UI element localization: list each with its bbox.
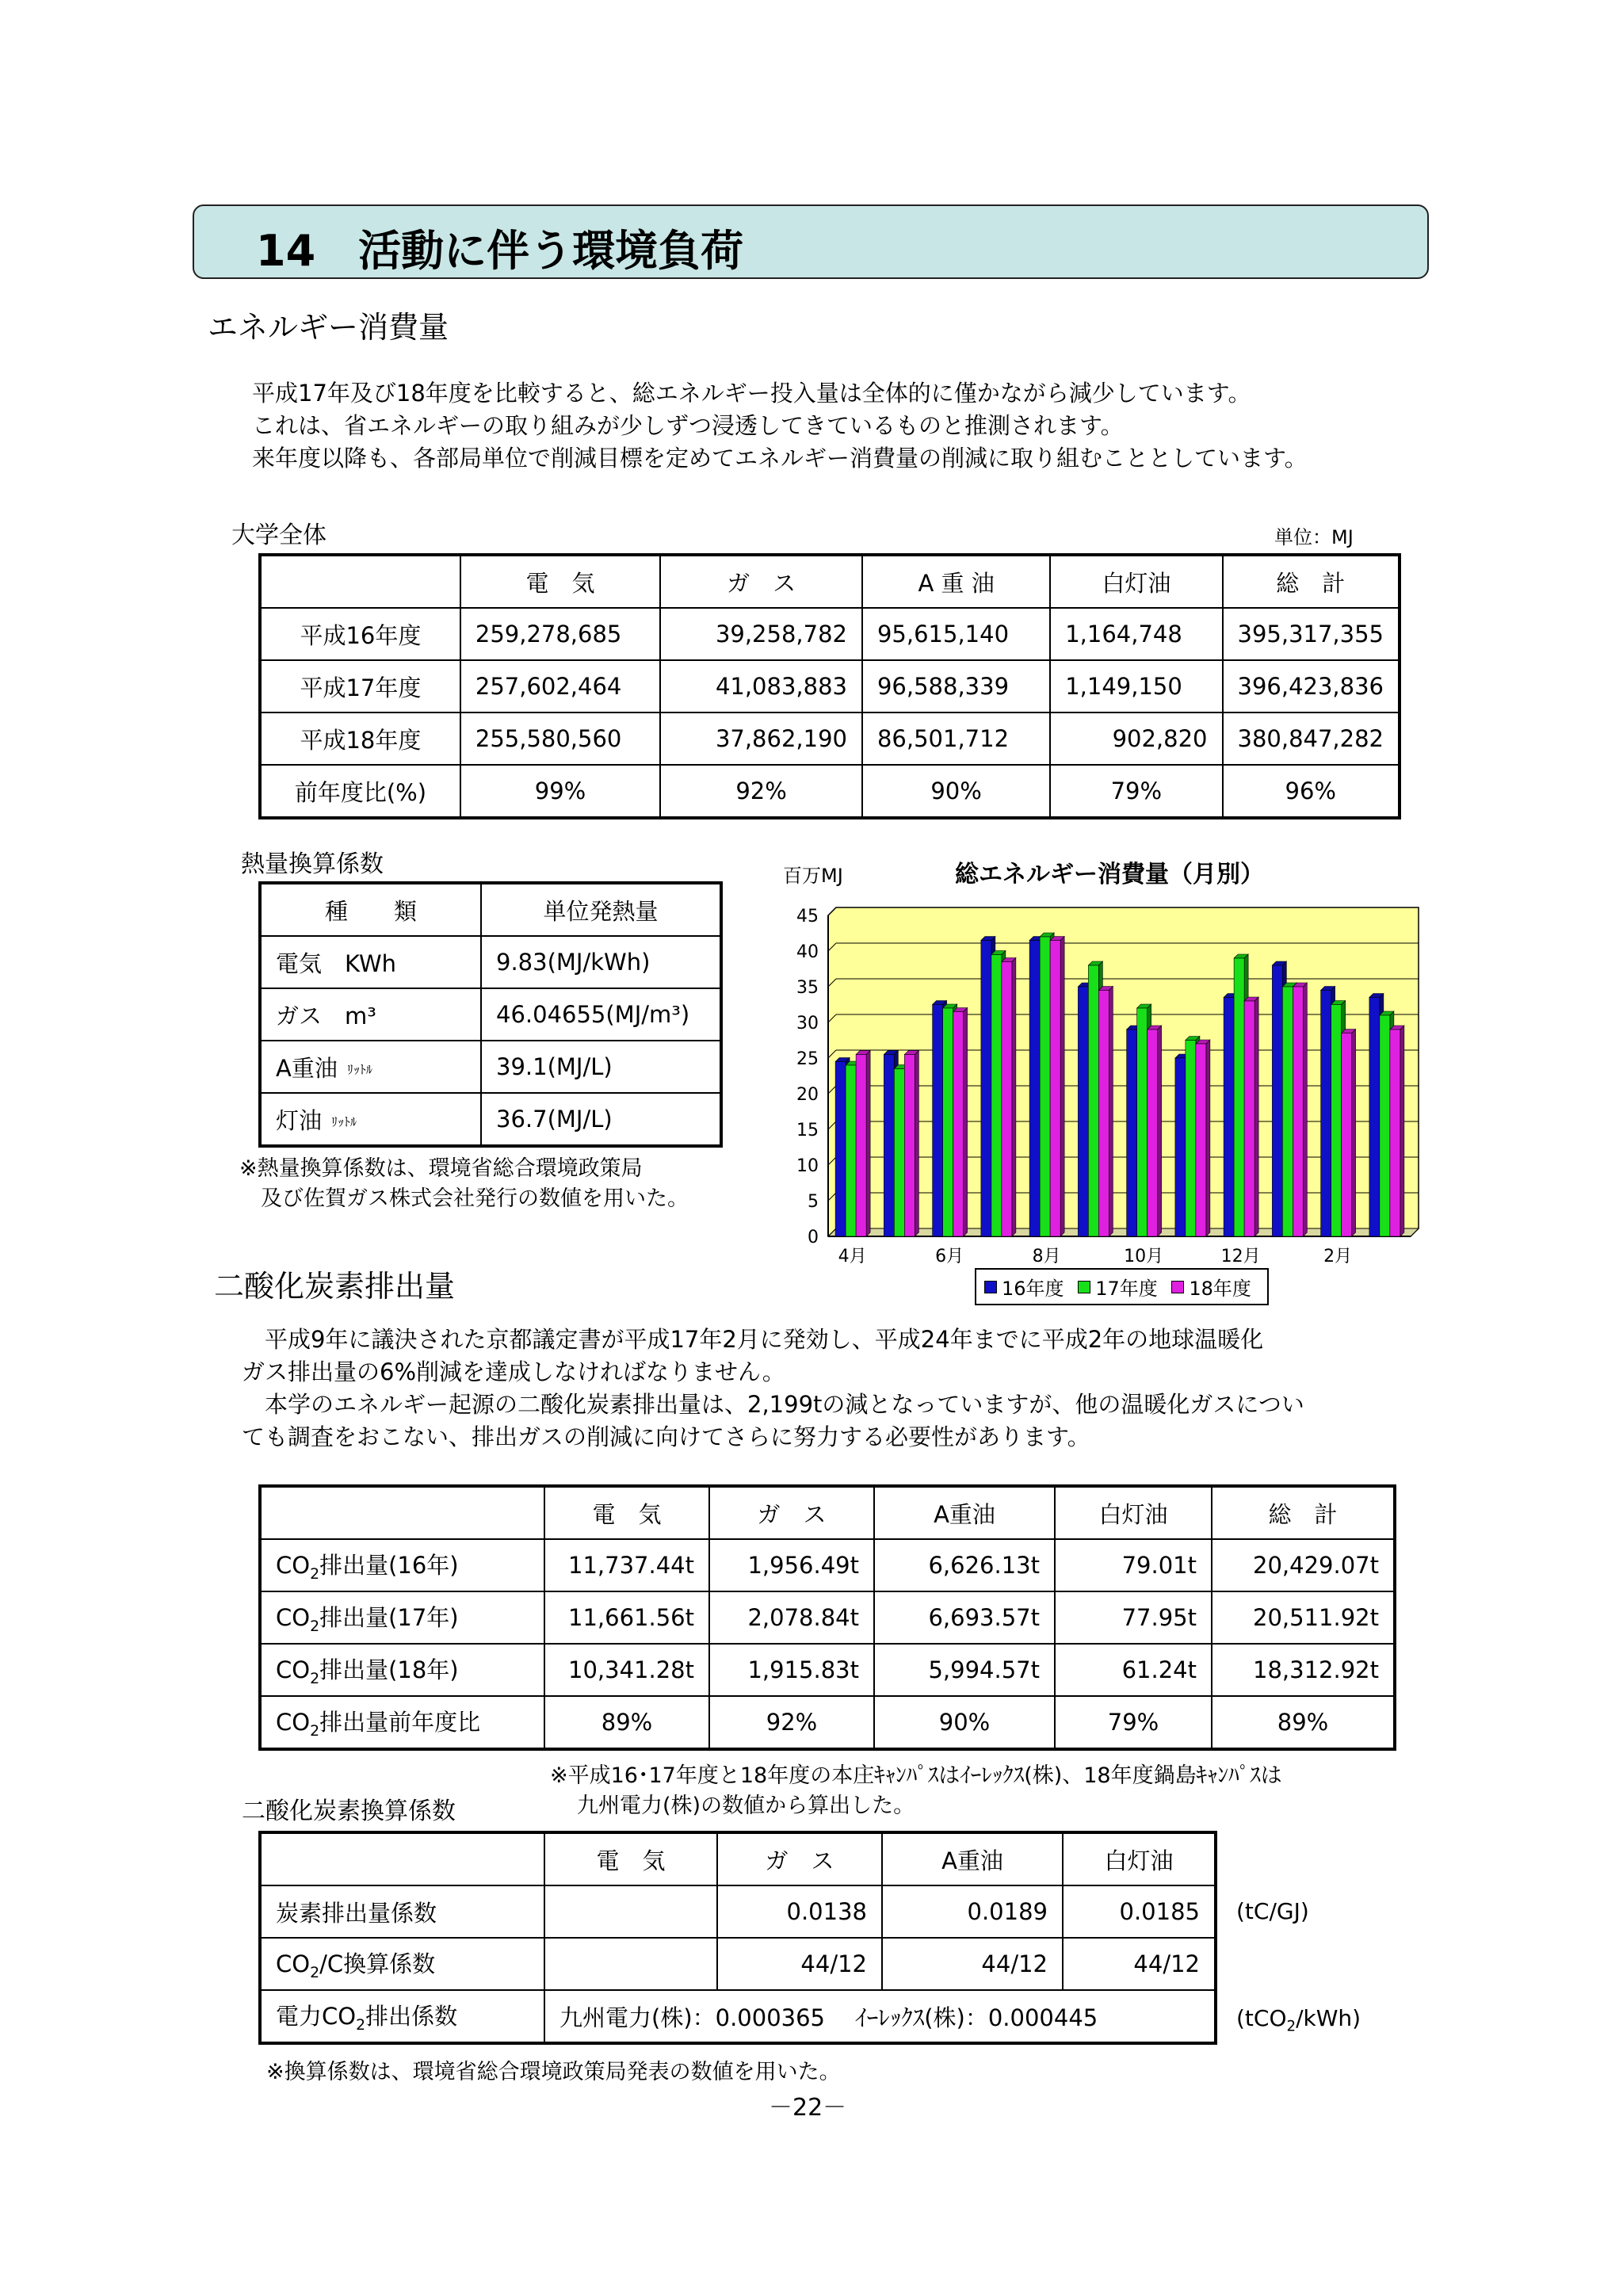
bar	[1186, 1041, 1196, 1237]
co2-note-line: ※平成16･17年度と18年度の本庄ｷｬﾝﾊﾟｽはｲｰﾚｯｸｽ(株)、18年度鍋島ｷｬﾝﾊﾟｽは	[550, 1763, 1282, 1788]
table-header-cell	[260, 555, 460, 608]
heat-type: ガス m³	[260, 988, 481, 1041]
y-tick-label: 30	[796, 1014, 819, 1033]
bar	[1224, 998, 1234, 1237]
row-label: $CO_2$排出量(17年)	[260, 1591, 544, 1644]
bar	[1078, 987, 1088, 1236]
table-cell: 380,847,282	[1223, 712, 1400, 765]
legend-swatch	[1171, 1281, 1184, 1293]
bar	[1175, 1058, 1186, 1236]
table-header-cell: A重油	[882, 1832, 1063, 1885]
table-cell: 95,615,140	[862, 608, 1050, 660]
table-row	[260, 1885, 1216, 1938]
table-cell: 11,661.56t	[544, 1591, 709, 1644]
table-header-cell: 白灯油	[1050, 555, 1222, 608]
table-row	[260, 608, 1400, 660]
table-header-cell: ガ ス	[709, 1486, 874, 1539]
bar	[1002, 962, 1012, 1237]
bar	[1088, 965, 1098, 1236]
table-cell: 86,501,712	[862, 712, 1050, 765]
table-row	[260, 1990, 1216, 2043]
energy-unit: 単位：MJ	[1274, 526, 1354, 548]
table-header-row	[260, 883, 721, 936]
table-row	[260, 1696, 1395, 1749]
table-cell: 96,588,339	[862, 660, 1050, 712]
bar	[1244, 1001, 1254, 1236]
row-label: 平成18年度	[260, 712, 460, 765]
table-row	[260, 988, 721, 1041]
bar	[981, 941, 991, 1237]
table-cell: 0.0185	[1063, 1885, 1216, 1938]
table-header-cell: 種 類	[260, 883, 481, 936]
bar	[894, 1069, 904, 1237]
bar	[846, 1065, 856, 1236]
x-tick-label: 12月	[1220, 1247, 1261, 1266]
table-cell: 44/12	[717, 1938, 882, 1990]
table-header-cell: 電 気	[544, 1832, 717, 1885]
table-row	[260, 660, 1400, 712]
row-label: $CO_2/C$換算係数	[260, 1938, 544, 1990]
table-header-cell: A 重 油	[862, 555, 1050, 608]
table-cell: 92%	[709, 1696, 874, 1749]
bar-side	[1206, 1040, 1210, 1236]
co2-table	[258, 1484, 1396, 1751]
heat-type: A重油	[276, 1054, 338, 1082]
table-header-cell	[260, 1486, 544, 1539]
table-header-cell: 単位発熱量	[481, 883, 721, 936]
bar-side	[915, 1051, 918, 1237]
bar	[1196, 1044, 1206, 1236]
bar	[1342, 1033, 1352, 1237]
bar	[1293, 987, 1303, 1236]
table-header-cell: 白灯油	[1055, 1486, 1212, 1539]
table-cell: 79%	[1050, 765, 1222, 818]
table-header-cell	[260, 1832, 544, 1885]
table-header-cell: ガ ス	[660, 555, 862, 608]
legend-item	[1078, 1273, 1158, 1301]
row-label: $CO_2$排出量(16年)	[260, 1539, 544, 1591]
y-tick-label: 35	[796, 978, 819, 998]
legend-swatch	[984, 1281, 997, 1293]
table-cell: 902,820	[1050, 712, 1222, 765]
x-tick-label: 8月	[1032, 1247, 1061, 1266]
chart-legend	[975, 1268, 1269, 1305]
legend-swatch	[1078, 1281, 1090, 1293]
coef-label: 二酸化炭素換算係数	[242, 1797, 456, 1825]
bar-side	[1060, 937, 1064, 1237]
heat-ruby: ﾘｯﾄﾙ	[331, 1114, 357, 1129]
bar	[835, 1062, 846, 1237]
bar	[1331, 1005, 1342, 1237]
co2-paragraph-line: 本学のエネルギー起源の二酸化炭素排出量は、2,199tの減となっていますが、他の温暖化ガスについ	[242, 1391, 1304, 1418]
bar	[1321, 991, 1331, 1237]
bar	[904, 1055, 915, 1237]
heat-table	[258, 881, 723, 1148]
co2-note-line: 九州電力(株)の数値から算出した。	[577, 1794, 915, 1818]
y-tick-label: 40	[796, 942, 819, 962]
table-cell: 44/12	[882, 1938, 1063, 1990]
x-tick-label: 6月	[935, 1247, 964, 1266]
x-tick-label: 10月	[1124, 1247, 1164, 1266]
heat-note	[239, 1154, 689, 1214]
table-cell: 99%	[460, 765, 660, 818]
y-tick-label: 15	[796, 1121, 819, 1140]
table-row	[260, 1938, 1216, 1990]
table-row	[260, 1644, 1395, 1696]
table-cell: 61.24t	[1055, 1644, 1212, 1696]
table-cell: 20,511.92t	[1212, 1591, 1395, 1644]
heat-note-line: 及び佐賀ガス株式会社発行の数値を用いた。	[239, 1186, 689, 1211]
row-label: 平成17年度	[260, 660, 460, 712]
y-tick-label: 45	[796, 907, 819, 926]
heat-value: 46.04655(MJ/m³)	[481, 988, 721, 1041]
table-header-cell: ガ ス	[717, 1832, 882, 1885]
bar	[1029, 941, 1040, 1237]
table-row	[260, 765, 1400, 818]
bar-side	[1303, 983, 1307, 1236]
energy-table-label: 大学全体	[231, 521, 327, 549]
table-cell: 44/12	[1063, 1938, 1216, 1990]
section-title: 14 活動に伴う環境負荷	[256, 226, 744, 276]
y-tick-label: 25	[796, 1049, 819, 1069]
bar	[991, 955, 1002, 1237]
table-cell: 10,341.28t	[544, 1644, 709, 1696]
heat-value: 39.1(MJ/L)	[481, 1041, 721, 1093]
row-label: 平成16年度	[260, 608, 460, 660]
table-header-cell: 総 計	[1223, 555, 1400, 608]
bar	[943, 1008, 953, 1236]
energy-paragraph-line: 来年度以降も、各部局単位で削減目標を定めてエネルギー消費量の削減に取り組むこととしています。	[252, 445, 1308, 472]
table-cell: 39,258,782	[660, 608, 862, 660]
table-cell: 1,956.49t	[709, 1539, 874, 1591]
table-header-cell: 総 計	[1212, 1486, 1395, 1539]
table-cell: 89%	[1212, 1696, 1395, 1749]
co2-paragraph-line: ても調査をおこない、排出ガスの削減に向けてさらに努力する必要性があります。	[242, 1423, 1090, 1450]
co2-paragraph-line: 平成9年に議決された京都議定書が平成17年2月に発効し、平成24年までに平成2年の地球温暖化	[242, 1326, 1264, 1353]
legend-label: 16年度	[1002, 1278, 1064, 1300]
y-tick-label: 0	[808, 1228, 819, 1247]
bar	[1127, 1030, 1137, 1236]
coef-unit-3: (tCO$_2$/kWh)	[1236, 2005, 1361, 2035]
bar	[884, 1055, 894, 1237]
bar	[1369, 998, 1380, 1237]
table-cell: 255,580,560	[460, 712, 660, 765]
x-tick-label: 4月	[838, 1247, 867, 1266]
bar-side	[964, 1008, 968, 1237]
bar-side	[1109, 987, 1113, 1237]
table-cell: 5,994.57t	[874, 1644, 1055, 1696]
bar	[933, 1005, 943, 1237]
bar-side	[866, 1051, 870, 1237]
row-label: 前年度比(%)	[260, 765, 460, 818]
bar	[1050, 941, 1060, 1237]
row-label: 電力$CO_2$排出係数	[260, 1990, 544, 2043]
heat-value: 9.83(MJ/kWh)	[481, 936, 721, 988]
table-row	[260, 1041, 721, 1093]
bar	[1098, 991, 1109, 1237]
table-cell: 257,602,464	[460, 660, 660, 712]
table-header-row	[260, 1832, 1216, 1885]
row-label: $CO_2$排出量(18年)	[260, 1644, 544, 1696]
page-number: －22－	[769, 2094, 847, 2122]
table-cell: 395,317,355	[1223, 608, 1400, 660]
legend-label: 18年度	[1189, 1278, 1251, 1300]
bar	[953, 1012, 964, 1237]
table-cell: 6,693.57t	[874, 1591, 1055, 1644]
coef-table	[258, 1831, 1217, 2045]
heat-type-cell	[260, 1093, 481, 1146]
table-cell: 1,149,150	[1050, 660, 1222, 712]
table-header-row	[260, 555, 1400, 608]
table-cell: 1,915.83t	[709, 1644, 874, 1696]
table-header-cell: 電 気	[544, 1486, 709, 1539]
chart-body	[796, 907, 1419, 1266]
bar	[1137, 1008, 1148, 1236]
bar-side	[1352, 1030, 1356, 1237]
co2-paragraph-line: ガス排出量の6%削減を達成しなければなりません。	[242, 1358, 785, 1385]
chart-ylabel: 百万MJ	[783, 865, 843, 887]
bar	[1040, 937, 1050, 1236]
table-cell: 九州電力(株)：0.000365 ｲｰﾚｯｸｽ(株)：0.000445	[544, 1990, 1216, 2043]
table-cell: 0.0138	[717, 1885, 882, 1938]
energy-paragraph-line: これは、省エネルギーの取り組みが少しずつ浸透してきているものと推測されます。	[252, 412, 1124, 439]
bar	[1282, 987, 1293, 1236]
co2-note	[550, 1761, 1282, 1821]
heat-value: 36.7(MJ/L)	[481, 1093, 721, 1146]
table-cell: 90%	[874, 1696, 1055, 1749]
bar	[1148, 1030, 1158, 1236]
bar	[1234, 958, 1244, 1236]
x-tick-label: 2月	[1323, 1247, 1353, 1266]
energy-paragraph-line: 平成17年及び18年度を比較すると、総エネルギー投入量は全体的に僅かながら減少しています。	[252, 380, 1251, 407]
section-title-box	[193, 204, 1429, 279]
energy-heading: エネルギー消費量	[208, 310, 449, 345]
table-row	[260, 1093, 721, 1146]
table-cell: 18,312.92t	[1212, 1644, 1395, 1696]
heat-label: 熱量換算係数	[241, 850, 384, 878]
row-label: $CO_2$排出量前年度比	[260, 1696, 544, 1749]
y-tick-label: 20	[796, 1085, 819, 1105]
table-header-cell: 電 気	[460, 555, 660, 608]
row-label: 炭素排出量係数	[260, 1885, 544, 1938]
heat-type: 灯油	[276, 1106, 323, 1134]
table-cell: 0.0189	[882, 1885, 1063, 1938]
table-row	[260, 1591, 1395, 1644]
y-tick-label: 5	[808, 1192, 819, 1212]
table-cell: 20,429.07t	[1212, 1539, 1395, 1591]
heat-type-cell	[260, 1041, 481, 1093]
coef-unit-1: (tC/GJ)	[1236, 1898, 1309, 1924]
bar-side	[1400, 1026, 1404, 1236]
coef-note: ※換算係数は、環境省総合環境政策局発表の数値を用いた。	[266, 2060, 841, 2084]
legend-item	[984, 1273, 1064, 1301]
monthly-energy-chart	[777, 860, 1442, 1312]
energy-paragraph	[252, 377, 1308, 475]
table-cell: 1,164,748	[1050, 608, 1222, 660]
bar-side	[1158, 1026, 1162, 1236]
table-cell: 41,083,883	[660, 660, 862, 712]
table-cell: 11,737.44t	[544, 1539, 709, 1591]
table-header-row	[260, 1486, 1395, 1539]
bar-side	[1254, 997, 1258, 1236]
table-cell: 79%	[1055, 1696, 1212, 1749]
bar	[856, 1055, 866, 1237]
table-cell	[544, 1885, 717, 1938]
table-cell: 77.95t	[1055, 1591, 1212, 1644]
table-cell: 37,862,190	[660, 712, 862, 765]
table-cell: 92%	[660, 765, 862, 818]
heat-ruby: ﾘｯﾄﾙ	[346, 1061, 372, 1077]
heat-note-line: ※熱量換算係数は、環境省総合環境政策局	[239, 1156, 643, 1181]
chart-title: 総エネルギー消費量（月別）	[955, 861, 1264, 888]
heat-type: 電気 KWh	[260, 936, 481, 988]
co2-paragraph	[242, 1324, 1304, 1454]
table-header-cell: 白灯油	[1063, 1832, 1216, 1885]
bar	[1272, 965, 1282, 1236]
table-row	[260, 936, 721, 988]
co2-heading: 二酸化炭素排出量	[214, 1269, 456, 1304]
table-cell: 79.01t	[1055, 1539, 1212, 1591]
table-cell: 2,078.84t	[709, 1591, 874, 1644]
energy-table	[258, 553, 1401, 819]
table-row	[260, 1539, 1395, 1591]
table-cell: 90%	[862, 765, 1050, 818]
table-row	[260, 712, 1400, 765]
bar	[1390, 1030, 1400, 1236]
table-cell: 396,423,836	[1223, 660, 1400, 712]
bar-side	[1012, 958, 1016, 1237]
bar	[1380, 1015, 1390, 1236]
table-cell: 89%	[544, 1696, 709, 1749]
table-cell	[544, 1938, 717, 1990]
legend-item	[1171, 1273, 1251, 1301]
table-cell: 6,626.13t	[874, 1539, 1055, 1591]
table-header-cell: A重油	[874, 1486, 1055, 1539]
legend-label: 17年度	[1095, 1278, 1158, 1300]
y-tick-label: 10	[796, 1156, 819, 1176]
table-cell: 96%	[1223, 765, 1400, 818]
table-cell: 259,278,685	[460, 608, 660, 660]
